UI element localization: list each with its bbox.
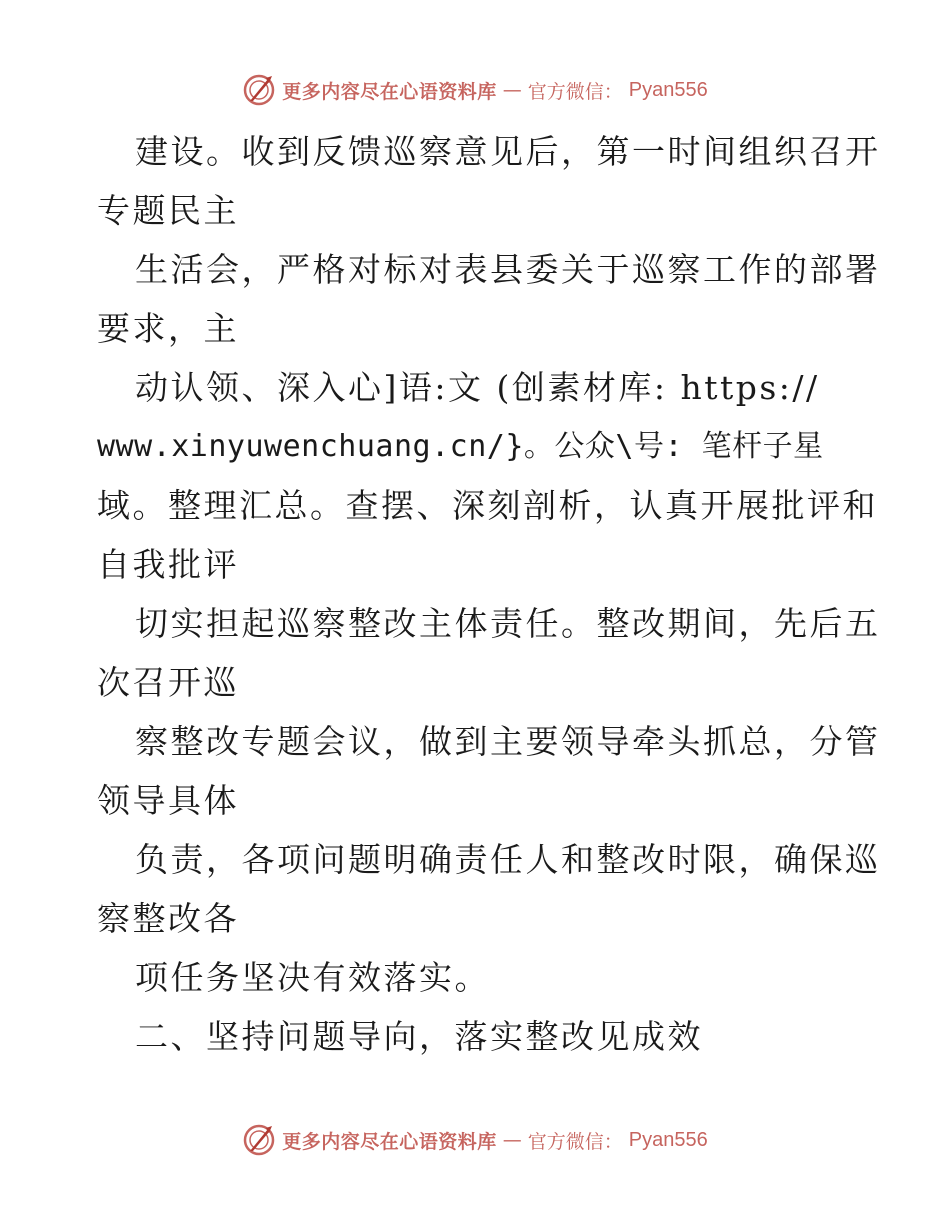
body-line-url: www.xinyuwenchuang.cn/}。公众\号: 笔杆子星 — [97, 429, 824, 464]
body-line: 建设。收到反馈巡察意见后，第一时间组织召开 — [135, 132, 881, 171]
banner-dash: — — [502, 1129, 522, 1151]
banner-dash: — — [502, 79, 522, 101]
wechat-label: 官方微信： — [527, 80, 623, 103]
body-line: 域。整理汇总。查摆、深刻剖析，认真开展批评和 — [97, 486, 878, 525]
wechat-label: 官方微信： — [527, 1130, 623, 1153]
quill-logo-icon — [242, 73, 276, 107]
header-watermark — [0, 70, 950, 110]
site-name: 更多内容尽在心语资料库 — [282, 80, 497, 103]
body-line: 专题民主 — [97, 191, 239, 230]
body-line: 察整改专题会议，做到主要领导牵头抓总，分管 — [135, 722, 881, 761]
wechat-account: Pyan556 — [628, 78, 708, 101]
body-line: 生活会，严格对标对表县委关于巡察工作的部署 — [135, 250, 881, 289]
site-name: 更多内容尽在心语资料库 — [282, 1130, 497, 1153]
body-line: 动认领、深入心]语:文 (创素材库: https:// — [135, 368, 820, 407]
body-line: 察整改各 — [97, 899, 239, 938]
wechat-account: Pyan556 — [628, 1128, 708, 1151]
body-line: 领导具体 — [97, 781, 239, 820]
body-line: 次召开巡 — [97, 663, 239, 702]
document-body — [97, 122, 881, 1066]
body-line: 负责，各项问题明确责任人和整改时限，确保巡 — [135, 840, 881, 879]
body-line: 自我批评 — [97, 545, 239, 584]
body-line: 要求，主 — [97, 309, 239, 348]
body-line: 切实担起巡察整改主体责任。整改期间，先后五 — [135, 604, 881, 643]
quill-logo-icon — [242, 1123, 276, 1157]
footer-watermark — [0, 1120, 950, 1160]
section-heading: 二、坚持问题导向，落实整改见成效 — [135, 1017, 703, 1056]
body-line: 项任务坚决有效落实。 — [135, 958, 490, 997]
